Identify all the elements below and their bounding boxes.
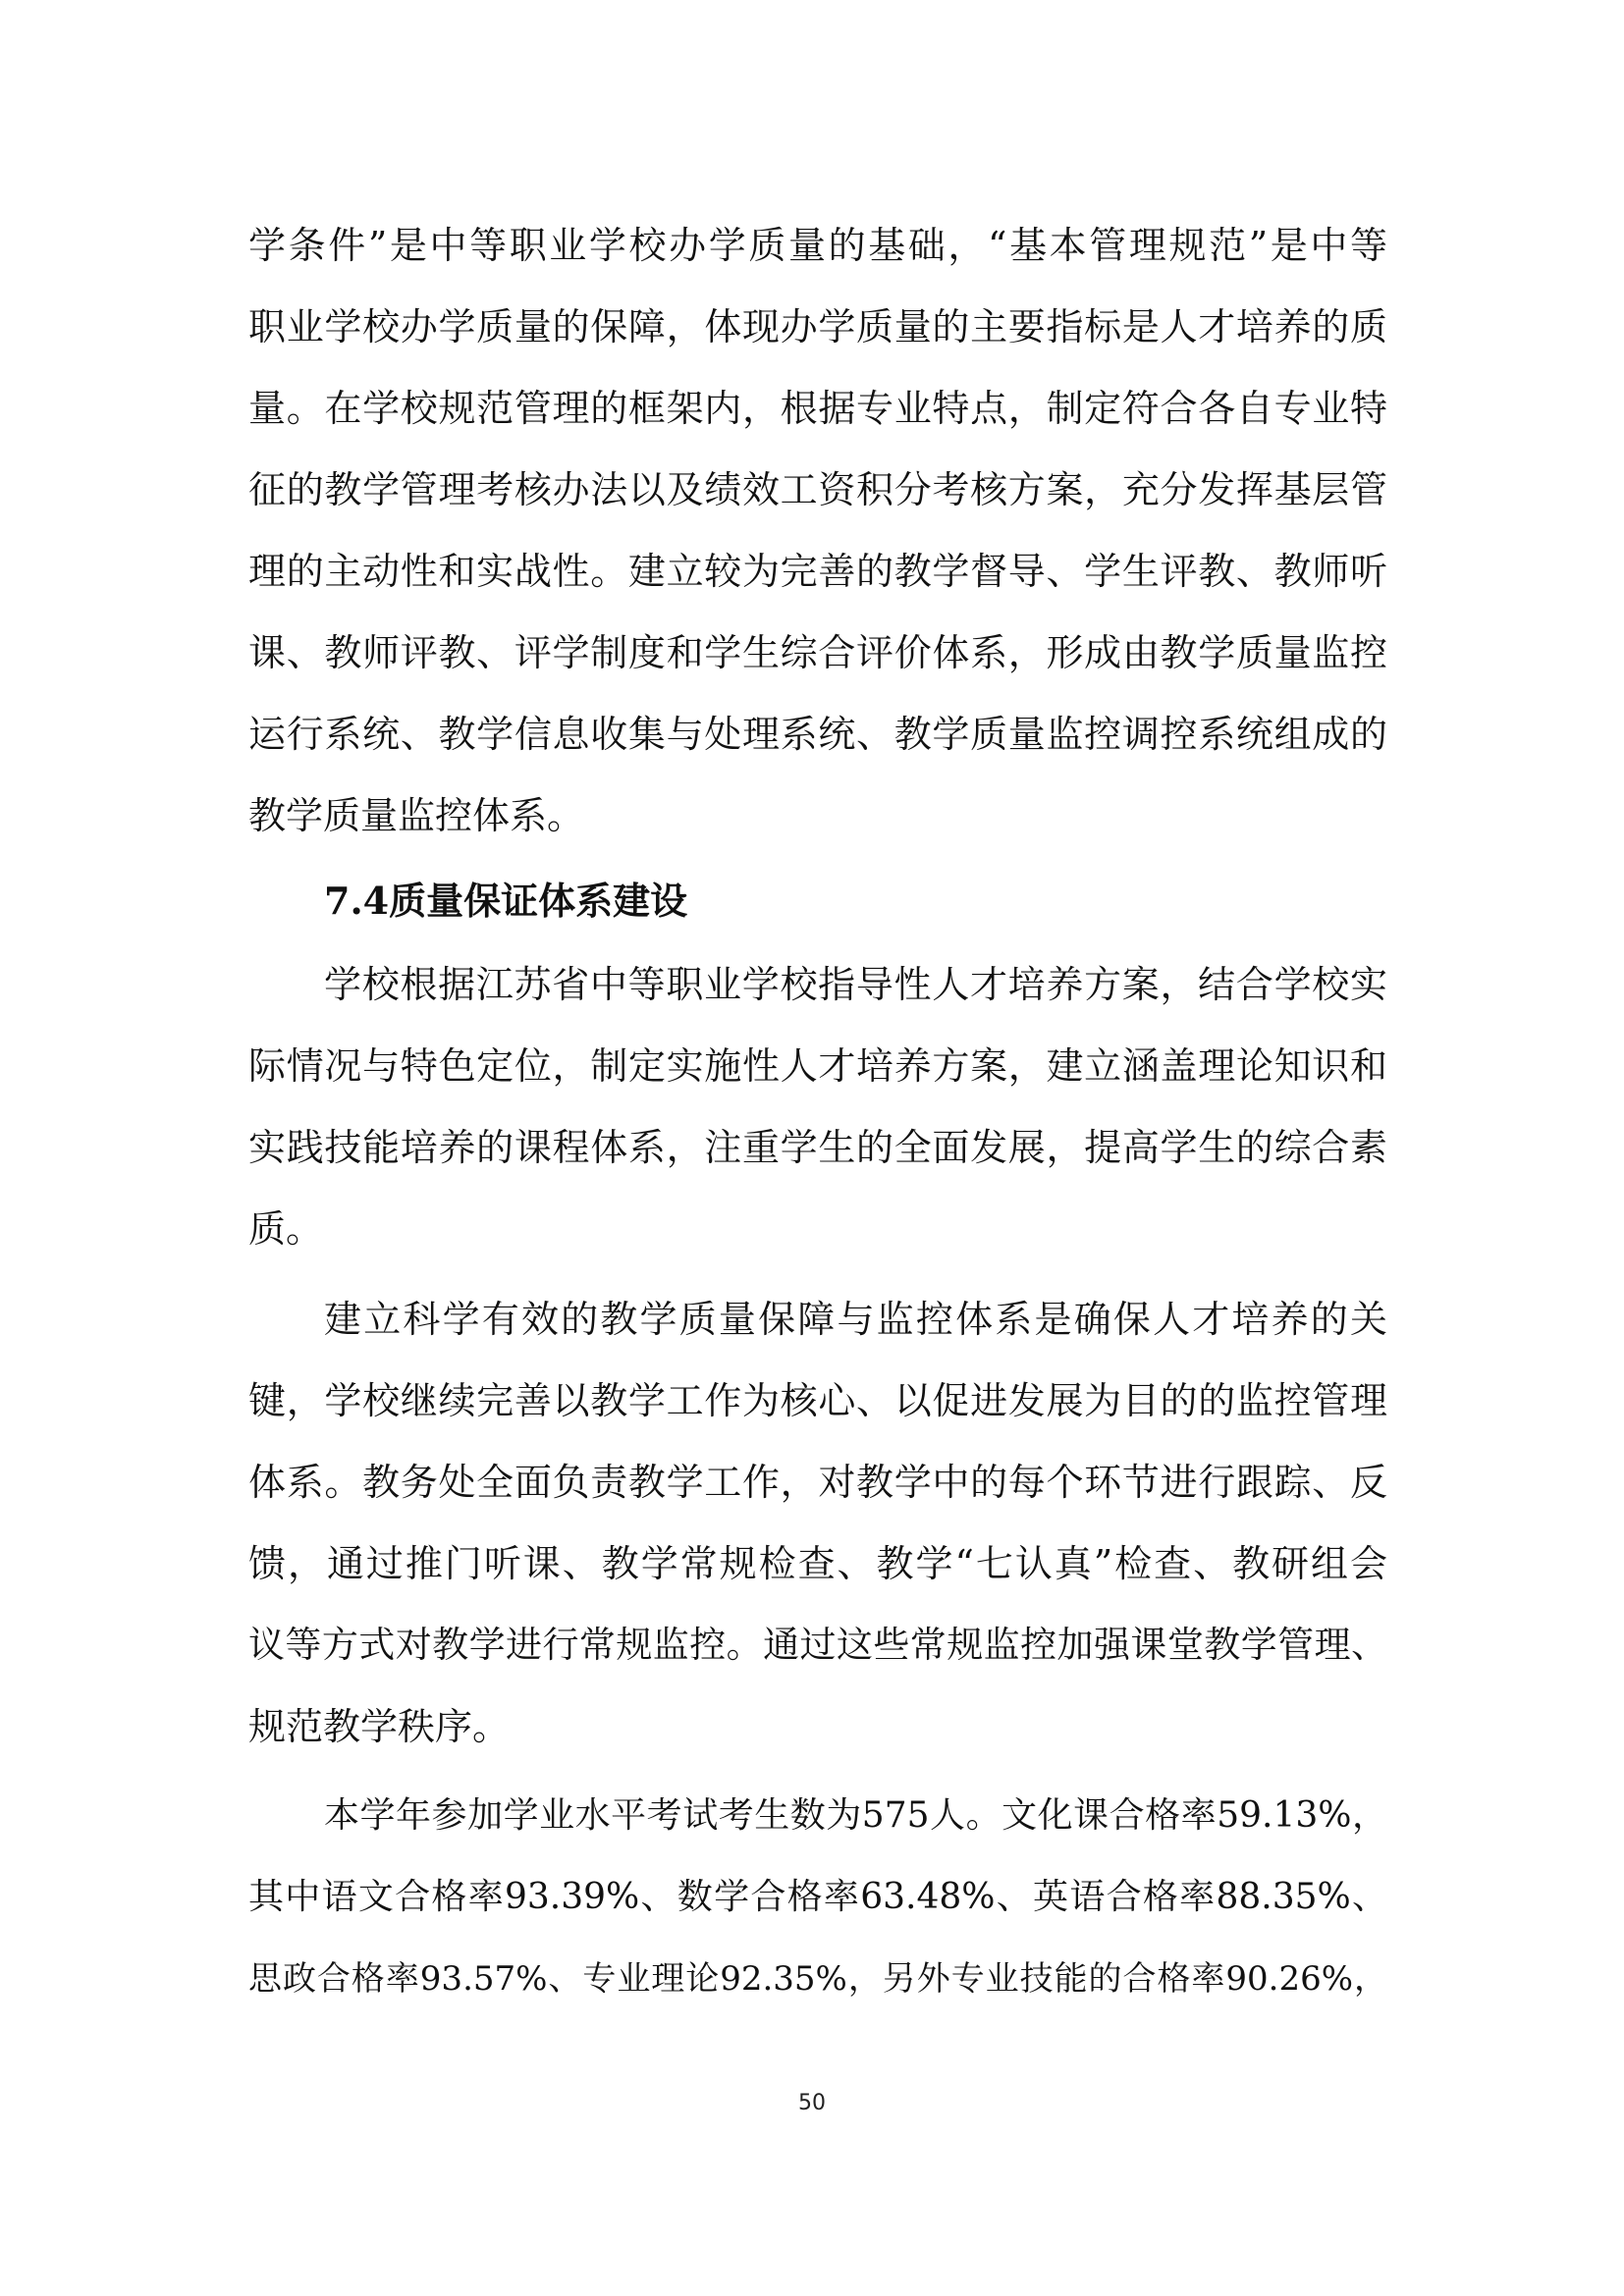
paragraph-1-line-1: 学条件”是中等职业学校办学质量的基础，“基本管理规范”是中等 <box>248 224 1387 267</box>
paragraph-1-line-7: 运行系统、教学信息收集与处理系统、教学质量监控调控系统组成的 <box>248 713 1387 756</box>
paragraph-3-line-4: 馈，通过推门听课、教学常规检查、教学“七认真”检查、教研组会 <box>248 1542 1387 1585</box>
paragraph-2-line-4: 质。 <box>248 1207 324 1251</box>
section-heading: 7.4质量保证体系建设 <box>324 879 688 923</box>
paragraph-1-line-3: 量。在学校规范管理的框架内，根据专业特点，制定符合各自专业特 <box>248 387 1387 430</box>
paragraph-3-line-1: 建立科学有效的教学质量保障与监控体系是确保人才培养的关 <box>324 1298 1387 1341</box>
paragraph-2-line-3: 实践技能培养的课程体系，注重学生的全面发展，提高学生的综合素 <box>248 1126 1387 1169</box>
paragraph-4-line-1: 本学年参加学业水平考试考生数为575人。文化课合格率59.13%， <box>324 1795 1387 1836</box>
paragraph-3-line-3: 体系。教务处全面负责教学工作，对教学中的每个环节进行跟踪、反 <box>248 1461 1387 1504</box>
paragraph-1-line-2: 职业学校办学质量的保障，体现办学质量的主要指标是人才培养的质 <box>248 305 1387 348</box>
paragraph-1-line-8: 教学质量监控体系。 <box>248 794 585 837</box>
paragraph-1-line-4: 征的教学管理考核办法以及绩效工资积分考核方案，充分发挥基层管 <box>248 468 1387 511</box>
paragraph-2-line-2: 际情况与特色定位，制定实施性人才培养方案，建立涵盖理论知识和 <box>248 1044 1387 1088</box>
paragraph-1-line-5: 理的主动性和实战性。建立较为完善的教学督导、学生评教、教师听 <box>248 550 1387 593</box>
paragraph-4-line-3: 思政合格率93.57%、专业理论92.35%，另外专业技能的合格率90.26%， <box>248 1959 1387 1999</box>
paragraph-3-line-2: 键，学校继续完善以教学工作为核心、以促进发展为目的的监控管理 <box>248 1379 1387 1422</box>
paragraph-3-line-5: 议等方式对教学进行常规监控。通过这些常规监控加强课堂教学管理、 <box>248 1624 1387 1666</box>
paragraph-2-line-1: 学校根据江苏省中等职业学校指导性人才培养方案，结合学校实 <box>324 963 1387 1006</box>
paragraph-4-line-2: 其中语文合格率93.39%、数学合格率63.48%、英语合格率88.35%、 <box>248 1877 1387 1917</box>
paragraph-3-line-6: 规范教学秩序。 <box>248 1705 511 1748</box>
page-number: 50 <box>798 2091 826 2115</box>
paragraph-1-line-6: 课、教师评教、评学制度和学生综合评价体系，形成由教学质量监控 <box>248 631 1387 674</box>
